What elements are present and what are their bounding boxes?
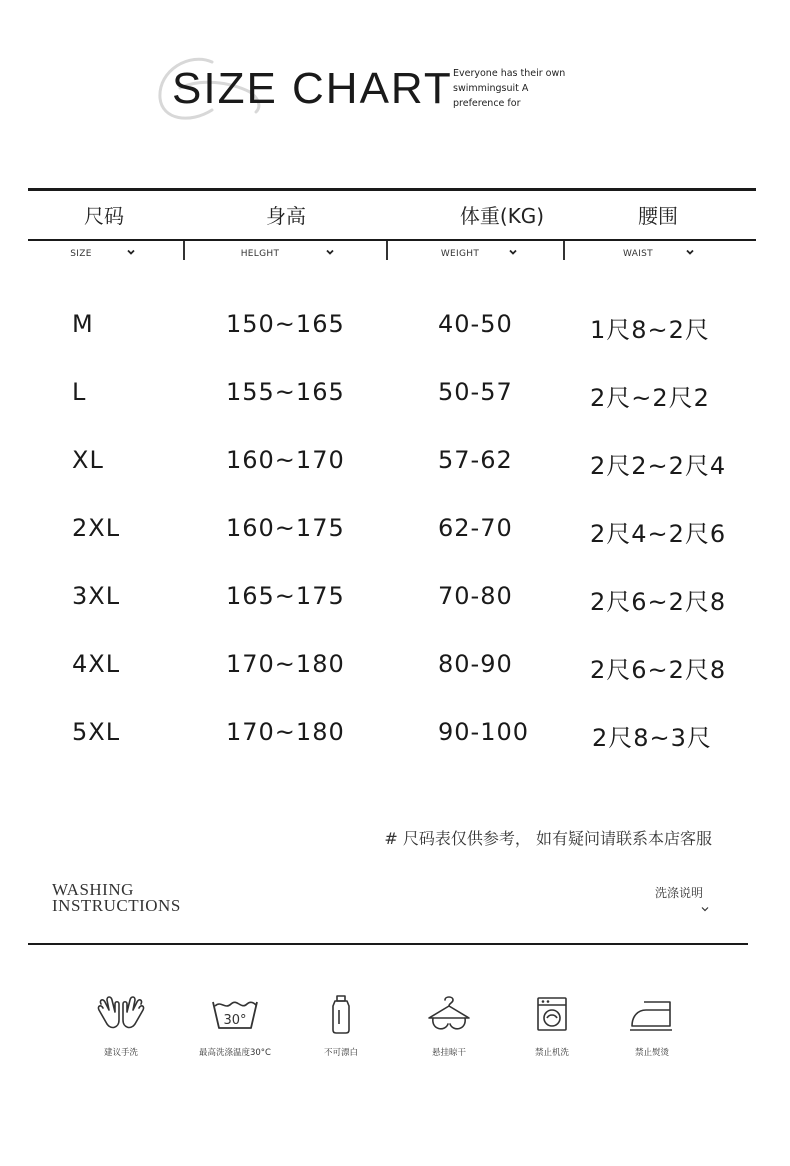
cell-weight: 90-100 [438,718,530,746]
care-item [497,994,607,1058]
chevron-down-icon [508,247,518,257]
cell-weight: 62-70 [438,514,513,542]
cell-height: 170~180 [226,650,345,678]
care-item [180,994,290,1058]
cell-size: M [72,310,94,338]
tagline-line: Everyone has their own [453,68,566,79]
cell-size: XL [72,446,104,474]
column-sub-waist: WAIST [623,249,653,259]
washing-title-line: WASHING [52,880,134,899]
wash-temp-symbol: 30° [223,1013,247,1028]
cell-waist: 2尺8~3尺 [592,724,712,752]
care-item [66,994,176,1058]
care-label: 建议手洗 [103,1048,138,1058]
column-header-weight: 体重(KG) [459,204,545,228]
washing-rule [28,943,748,945]
column-header-size: 尺码 [84,204,124,228]
cell-size: 2XL [72,514,121,542]
hand-wash-icon [95,994,147,1034]
cell-size: L [72,378,87,406]
column-sub-size: SIZE [70,249,92,259]
chevron-down-icon [325,247,335,257]
column-divider [386,241,388,260]
cell-size: 4XL [72,650,121,678]
column-header-height: 身高 [266,204,306,228]
tagline [453,66,565,111]
care-label: 最高洗涤温度30°C [198,1048,271,1058]
washing-label-cn: 洗涤说明 [655,886,704,900]
cell-height: 150~165 [226,310,345,338]
care-label: 禁止熨烫 [634,1048,669,1058]
chevron-down-icon [126,247,136,257]
cell-height: 170~180 [226,718,345,746]
cell-waist: 2尺6~2尺8 [590,656,727,684]
cell-size: 3XL [72,582,121,610]
chevron-down-icon [685,247,695,257]
washing-title [52,882,181,914]
cell-weight: 40-50 [438,310,513,338]
cell-weight: 57-62 [438,446,513,474]
care-item [597,994,707,1058]
column-divider [563,241,565,260]
chevron-down-icon [700,904,710,914]
no-bleach-icon [315,994,367,1034]
hang-dry-icon [423,994,475,1034]
care-label: 不可漂白 [323,1048,358,1058]
tagline-line: preference for [453,98,521,109]
column-header-waist: 腰围 [638,204,678,228]
column-sub-weight: WEIGHT [440,249,480,259]
washing-title-line: INSTRUCTIONS [52,896,181,915]
care-label: 悬挂晾干 [431,1048,466,1058]
care-item [286,994,396,1058]
tagline-line: swimmingsuit A [453,83,529,94]
cell-height: 160~170 [226,446,345,474]
column-sub-height: HELGHT [240,249,280,259]
cell-size: 5XL [72,718,121,746]
cell-waist: 2尺~2尺2 [590,384,710,412]
cell-weight: 70-80 [438,582,513,610]
no-machine-wash-icon [526,994,578,1034]
table-header-rule [28,239,756,241]
cell-weight: 80-90 [438,650,513,678]
cell-waist: 1尺8~2尺 [590,316,710,344]
cell-waist: 2尺2~2尺4 [590,452,727,480]
cell-waist: 2尺4~2尺6 [590,520,727,548]
cell-waist: 2尺6~2尺8 [590,588,727,616]
wash-30-icon [209,994,261,1034]
disclaimer-note: # 尺码表仅供参考， 如有疑问请联系本店客服 [384,829,712,848]
cell-weight: 50-57 [438,378,513,406]
care-item [394,994,504,1058]
no-iron-icon [626,994,678,1034]
page-title: SIZE CHART [172,64,453,113]
column-divider [183,241,185,260]
cell-height: 155~165 [226,378,345,406]
cell-height: 160~175 [226,514,345,542]
care-label: 禁止机洗 [534,1048,569,1058]
table-top-rule [28,188,756,191]
cell-height: 165~175 [226,582,345,610]
